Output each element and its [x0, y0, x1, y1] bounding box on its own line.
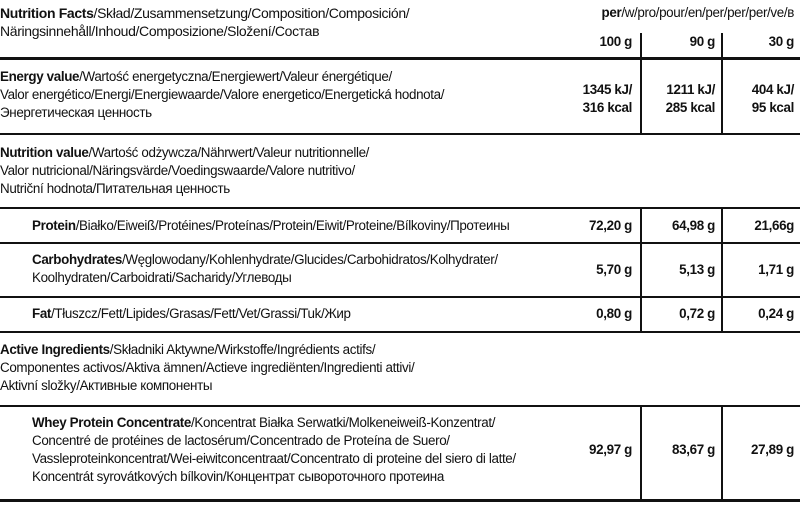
carbohydrates-label [32, 251, 498, 287]
fat-value-100g: 0,80 g [596, 306, 632, 321]
whey-label-line4: Koncentrát syrovátkových bílkovin/Концентрат сывороточного протеина [32, 469, 444, 484]
header-title-rest: /Skład/Zusammensetzung/Composition/Composición/ [93, 5, 410, 21]
carbohydrates-value-90g: 5,13 g [679, 262, 715, 277]
energy-label-rest: /Wartość energetyczna/Energiewert/Valeur énergétique/ [79, 69, 392, 84]
row-divider [0, 57, 800, 60]
active-ingredients-label [0, 341, 414, 395]
active-ingredients-label-bold: Active Ingredients [0, 342, 110, 357]
column-divider [640, 298, 642, 331]
active-ingredients-label-rest: /Składniki Aktywne/Wirkstoffe/Ingrédients actifs/ [109, 342, 376, 357]
whey-label-bold: Whey Protein Concentrate [32, 415, 192, 430]
fat-label-bold: Fat [32, 306, 52, 321]
header-col-30g: 30 g [768, 34, 794, 49]
carbohydrates-label-line2: Koolhydraten/Carboidrati/Sacharidy/Углеводы [32, 270, 292, 285]
energy-label [0, 68, 444, 122]
nutrition-value-label-line2: Valor nutricional/Näringsvärde/Voedingswaarde/Valore nutritivo/ [0, 163, 355, 178]
header-title-line2: Näringsinnehåll/Inhoud/Composizione/Složení/Состав [0, 23, 320, 39]
column-divider [721, 244, 723, 296]
whey-label-rest: /Koncentrat Białka Serwatki/Molkeneiweiß-Konzentrat/ [191, 415, 496, 430]
column-divider [640, 407, 642, 499]
whey-value-100g: 92,97 g [589, 442, 632, 457]
active-ingredients-label-line2: Componentes activos/Aktiva ämnen/Actieve ingrediënten/Ingredienti attivi/ [0, 360, 415, 375]
energy-kj: 404 kJ/ [751, 82, 794, 97]
carbohydrates-value-100g: 5,70 g [596, 262, 632, 277]
active-ingredients-label-line3: Aktivní složky/Активные компоненты [0, 378, 213, 393]
carbohydrates-label-rest: /Węglowodany/Kohlenhydrate/Glucides/Carbohidratos/Kolhydrater/ [121, 252, 498, 267]
header-per-rest: /w/pro/pour/en/per/per/per/ve/в [621, 5, 794, 20]
whey-value-30g: 27,89 g [751, 442, 794, 457]
energy-kcal: 95 kcal [751, 100, 794, 115]
carbohydrates-label-bold: Carbohydrates [32, 252, 122, 267]
whey-label-line2: Concentré de protéines de lactosérum/Concentrado de Proteína de Suero/ [32, 433, 450, 448]
energy-label-line2: Valor energético/Energi/Energiewaarde/Valore energetico/Energetická hodnota/ [0, 87, 445, 102]
energy-kcal: 285 kcal [665, 100, 715, 115]
header-per-bold: per [601, 5, 622, 20]
row-divider [0, 499, 800, 502]
energy-label-bold: Energy value [0, 69, 80, 84]
column-divider [640, 60, 642, 133]
carbohydrates-value-30g: 1,71 g [758, 262, 794, 277]
header-divider [640, 33, 642, 57]
energy-kj: 1345 kJ/ [582, 82, 632, 97]
row-divider [0, 133, 800, 135]
protein-label [32, 217, 509, 235]
nutrition-value-label-rest: /Wartość odżywcza/Nährwert/Valeur nutritionnelle/ [88, 145, 370, 160]
row-divider [0, 331, 800, 333]
protein-value-90g: 64,98 g [672, 218, 715, 233]
header-per [602, 4, 794, 22]
protein-value-30g: 21,66g [754, 218, 794, 233]
header-col-90g: 90 g [689, 34, 715, 49]
whey-label-line3: Vassleproteinkoncentrat/Wei-eiwitconcentraat/Concentrato di proteine del siero di latte/ [32, 451, 516, 466]
column-divider [721, 298, 723, 331]
energy-value-100g [560, 81, 632, 117]
header-col-100g: 100 g [599, 34, 632, 49]
row-divider [0, 242, 800, 244]
nutrition-value-label-line3: Nutriční hodnota/Питательная ценность [0, 181, 230, 196]
fat-label-rest: /Tłuszcz/Fett/Lipides/Grasas/Fett/Vet/Grassi/Tuk/Жир [51, 306, 351, 321]
column-divider [640, 244, 642, 296]
whey-value-90g: 83,67 g [672, 442, 715, 457]
fat-label [32, 305, 351, 323]
fat-value-90g: 0,72 g [679, 306, 715, 321]
nutrition-value-label [0, 144, 369, 198]
column-divider [640, 209, 642, 242]
row-divider [0, 405, 800, 407]
protein-value-100g: 72,20 g [589, 218, 632, 233]
column-divider [721, 407, 723, 499]
row-divider [0, 207, 800, 209]
whey-label [32, 414, 516, 486]
protein-label-rest: /Białko/Eiweiß/Protéines/Proteínas/Protein/Eiwit/Proteine/Bílkoviny/Протеины [75, 218, 510, 233]
header-divider [721, 33, 723, 57]
header-title [0, 4, 409, 40]
energy-kcal: 316 kcal [582, 100, 632, 115]
energy-value-30g [730, 81, 794, 117]
energy-label-line3: Энергетическая ценность [0, 105, 152, 120]
protein-label-bold: Protein [32, 218, 76, 233]
row-divider [0, 296, 800, 298]
column-divider [721, 60, 723, 133]
energy-kj: 1211 kJ/ [666, 82, 715, 97]
column-divider [721, 209, 723, 242]
energy-value-90g [646, 81, 715, 117]
nutrition-value-label-bold: Nutrition value [0, 145, 89, 160]
header-title-bold: Nutrition Facts [0, 5, 94, 21]
fat-value-30g: 0,24 g [758, 306, 794, 321]
